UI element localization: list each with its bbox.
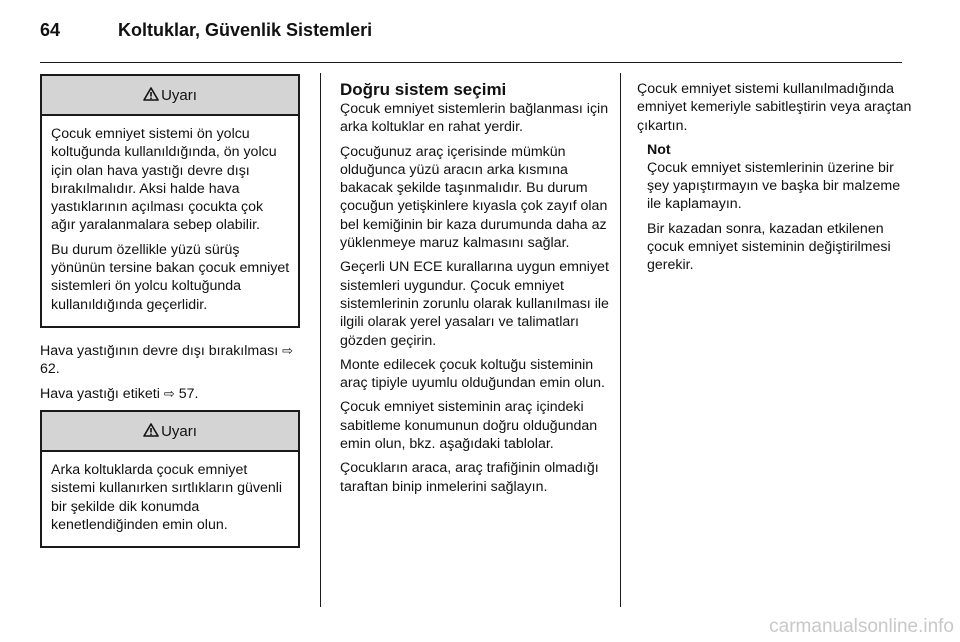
section-correct-system [340,80,615,502]
reference-text: Hava yastığının devre dışı bırakılması [40,343,279,359]
warning-paragraph: Çocuk emniyet sistemi ön yolcu koltuğunda kullanıldığında, ön yolcu için olan hava yastığı devre dışı bırakılmalıdır. Aksi halde hava yastıklarının açılması çocukta çok ağır yaralanmalara sebep olabilir. [51,126,277,234]
warning-box-header [42,76,298,116]
reference-airbag-deactivation[interactable] [40,342,310,379]
page-number: 64 [40,20,61,40]
watermark: carmanualsonline.info [769,616,954,637]
body-paragraph: Monte edilecek çocuk koltuğu sisteminin araç tipiyle uyumlu olduğundan emin olun. [340,356,605,392]
body-paragraph: Çocuğunuz araç içerisinde mümkün olduğunca yüzü aracın arka kısmına bakacak şekilde taşınmalıdır. Bu durum çocuğun yetişkinlere kıyasla çok zayıf olan bel kemiğinin bir kaza durumunda daha az yüklenmeye maruz kalmasını sağlar. [340,143,608,252]
reference-list [40,342,310,409]
warning-triangle-icon [143,87,159,101]
section-heading: Doğru sistem seçimi [340,80,507,99]
note-block [637,141,912,275]
warning-label: Uyarı [161,422,197,440]
body-paragraph: Çocuk emniyet sistemi kullanılmadığında emniyet kemeriyle sabitleştirin veya araçtan çıkartın. [637,81,912,134]
header-rule [40,62,902,63]
note-paragraph: Bir kazadan sonra, kazadan etkilenen çocuk emniyet sisteminin değiştirilmesi gerekir. [647,220,891,274]
section-storage-note [637,80,912,281]
column-divider-left [320,73,321,607]
page-title: Koltuklar, Güvenlik Sistemleri [118,20,373,40]
reference-airbag-label[interactable] [40,385,310,403]
body-paragraph: Çocuk emniyet sisteminin araç içindeki sabitleme konumunun doğru olduğundan emin olun, bkz. aşağıdaki tablolar. [340,399,598,453]
column-divider-right [620,73,621,607]
page-reference-arrow-icon: ⇨ [163,385,175,401]
page-reference-arrow-icon: ⇨ [282,343,293,358]
warning-body [42,452,298,546]
warning-label: Uyarı [161,86,197,104]
note-paragraph: Çocuk emniyet sistemlerinin üzerine bir şey yapıştırmayın ve başka bir malzeme ile kaplamayın. [647,159,901,213]
body-paragraph: Çocukların araca, araç trafiğinin olmadığı taraftan binip inmelerini sağlayın. [340,460,599,495]
warning-box-airbag [40,74,300,328]
warning-box-header [42,412,298,452]
note-label: Not [647,141,671,158]
warning-body [42,116,298,326]
warning-paragraph: Bu durum özellikle yüzü sürüş yönünün tersine bakan çocuk emniyet sistemleri ön yolcu koltuğunda kullanıldığında geçerlidir. [51,241,290,313]
body-paragraph: Çocuk emniyet sistemlerin bağlanması için arka koltuklar en rahat yerdir. [340,101,609,136]
reference-text: Hava yastığı etiketi [40,385,160,402]
warning-paragraph: Arka koltuklarda çocuk emniyet sistemi kullanırken sırtlıkların güvenli bir şekilde dik konumda kenetlendiğinden emin olun. [51,462,283,533]
warning-box-backrest [40,410,300,548]
body-paragraph: Geçerli UN ECE kurallarına uygun emniyet sistemleri uygundur. Çocuk emniyet sistemlerinin zorunlu olarak kullanılması ile ilgili olarak yerel yasaları ve talimatları gözden geçirin. [340,259,609,349]
reference-page: 62. [40,361,60,378]
reference-page: 57. [178,385,199,402]
warning-triangle-icon [143,423,159,437]
